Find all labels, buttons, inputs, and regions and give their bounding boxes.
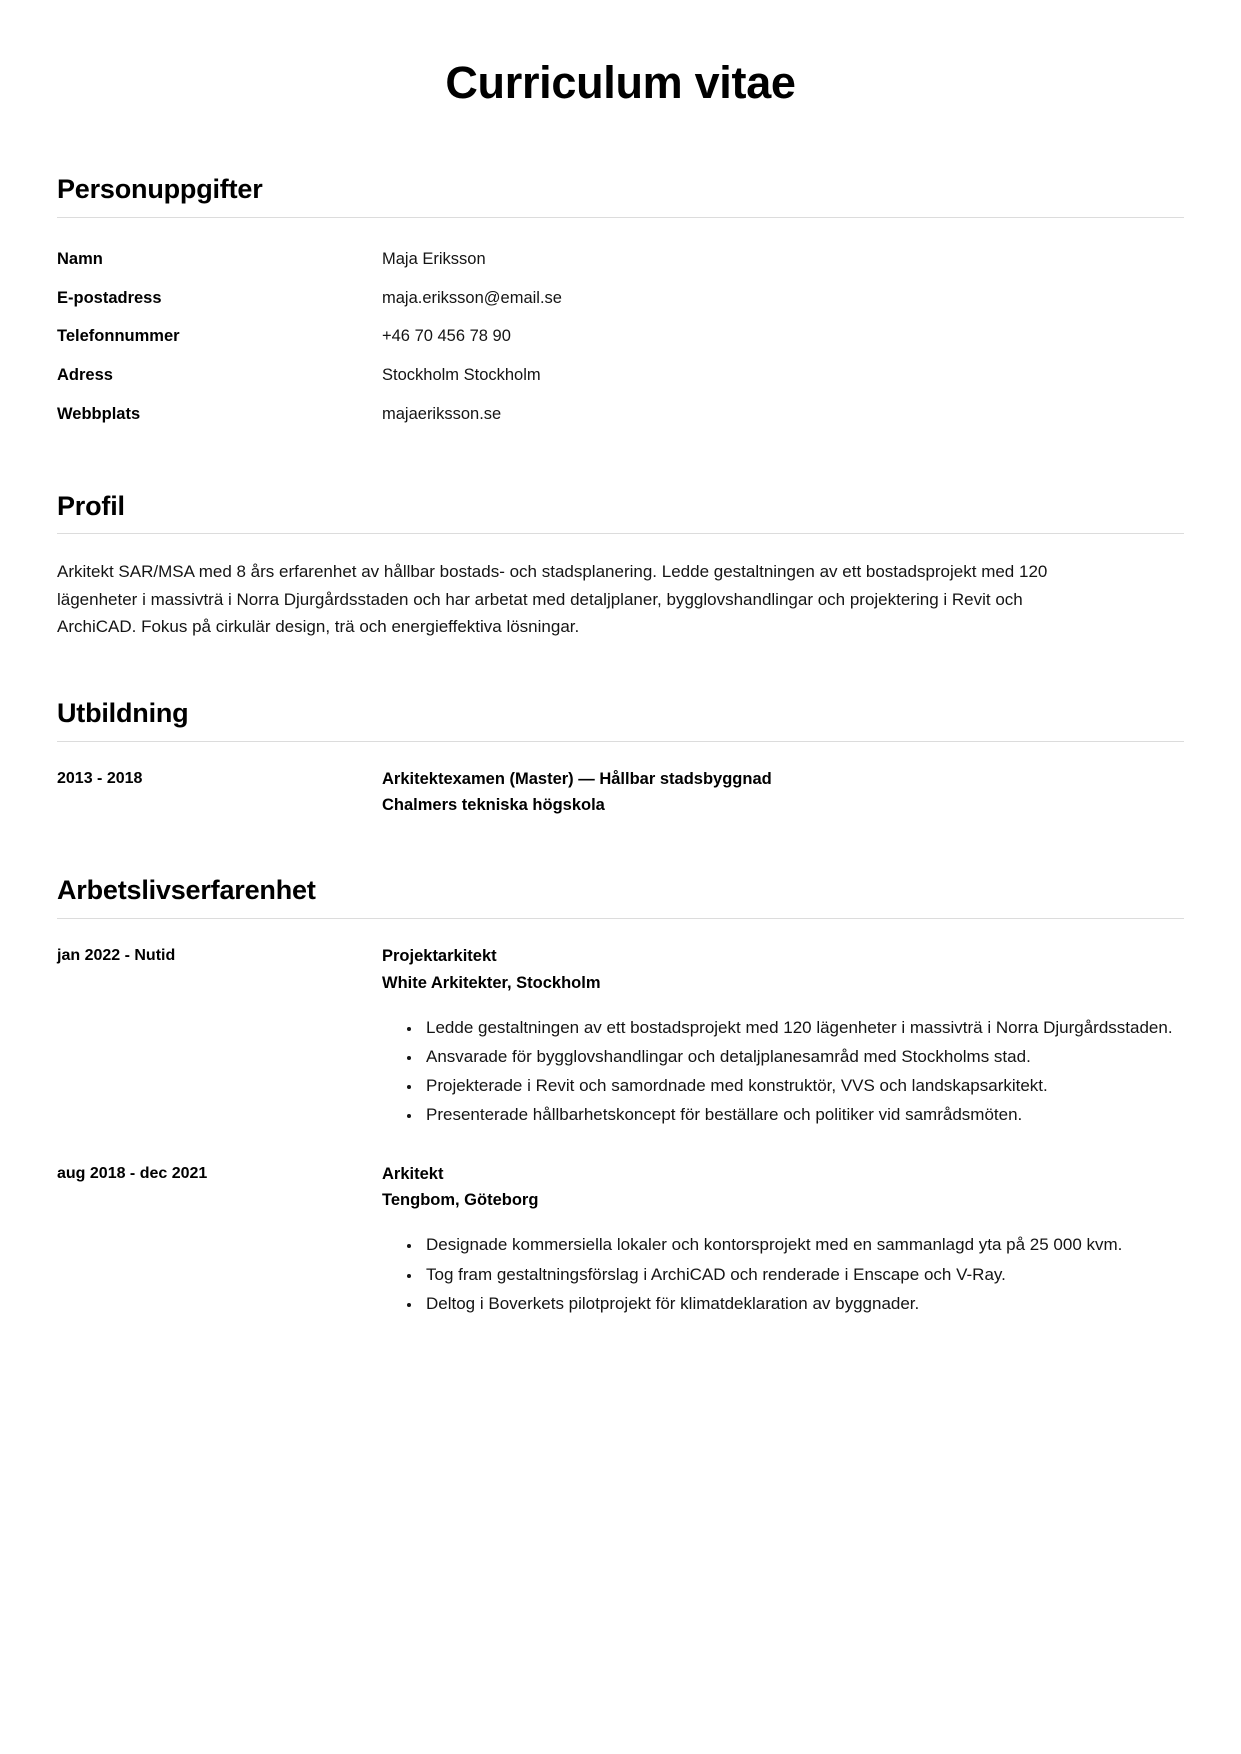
list-item: • Designade kommersiella lokaler och kontorsprojekt med en sammanlagd yta på 25 000 kvm. [422, 1231, 1184, 1258]
entry-body [382, 1161, 1184, 1319]
list-item: • Ansvarade för bygglovshandlingar och detaljplanesamråd med Stockholms stad. [422, 1043, 1184, 1070]
section-education [57, 697, 1184, 819]
detail-label: Adress [57, 366, 113, 384]
experience-entries [57, 943, 1184, 1319]
section-heading-personal-details: Personuppgifter [57, 174, 263, 204]
personal-details-list [57, 240, 1184, 434]
detail-row-telefonnummer [57, 317, 1184, 356]
detail-row-adress [57, 356, 1184, 395]
entry-body [382, 943, 1184, 1131]
detail-value: maja.eriksson@email.se [382, 288, 562, 307]
experience-entry [57, 1161, 1184, 1319]
detail-row-epostadress [57, 279, 1184, 318]
page-title: Curriculum vitae [445, 57, 796, 108]
detail-value: majaeriksson.se [382, 404, 502, 423]
entry-title: Arkitekt [382, 1164, 444, 1183]
section-heading-education: Utbildning [57, 697, 189, 728]
list-item: • Tog fram gestaltningsförslag i ArchiCAD och renderade i Enscape och V-Ray. [422, 1261, 1184, 1288]
education-entries [57, 766, 1184, 819]
list-item: • Presenterade hållbarhetskoncept för beställare och politiker vid samrådsmöten. [422, 1101, 1184, 1128]
list-item: • Ledde gestaltningen av ett bostadsprojekt med 120 lägenheter i massivträ i Norra Djurgårdsstaden. [422, 1014, 1184, 1041]
section-divider [57, 533, 1184, 534]
list-item: • Deltog i Boverkets pilotprojekt för klimatdeklaration av byggnader. [422, 1290, 1184, 1317]
section-heading-experience: Arbetslivserfarenhet [57, 875, 316, 906]
entry-period: 2013 - 2018 [57, 769, 143, 787]
experience-entry [57, 943, 1184, 1131]
entry-bullet-list [382, 1014, 1184, 1129]
entry-organisation: Chalmers tekniska högskola [382, 795, 605, 814]
section-experience [57, 874, 1184, 1319]
section-divider [57, 918, 1184, 919]
detail-label: E-postadress [57, 288, 162, 307]
detail-label: Namn [57, 249, 103, 268]
entry-period: aug 2018 - dec 2021 [57, 1164, 208, 1182]
entry-body [382, 766, 1184, 819]
detail-value: Stockholm Stockholm [382, 366, 541, 384]
entry-bullet-list [382, 1231, 1184, 1317]
detail-row-webbplats [57, 395, 1184, 434]
section-divider [57, 217, 1184, 218]
entry-title: Projektarkitekt [382, 947, 497, 966]
entry-title: Arkitektexamen (Master) — Hållbar stadsbyggnad [382, 769, 772, 788]
section-heading-profile: Profil [57, 490, 125, 521]
detail-label: Telefonnummer [57, 327, 180, 346]
entry-period: jan 2022 - Nutid [57, 947, 176, 965]
detail-value: +46 70 456 78 90 [382, 327, 511, 346]
list-item: • Projekterade i Revit och samordnade med konstruktör, VVS och landskapsarkitekt. [422, 1072, 1184, 1099]
profile-paragraph: Arkitekt SAR/MSA med 8 års erfarenhet av hållbar bostads- och stadsplanering. Ledde gestaltningen av ett bostadsprojekt med 120 lägenheter i massivträ i Norra Djurgårdsstaden och har arbetat med detaljplaner, bygglovshandlingar och projektering i Revit och ArchiCAD. Fokus på cirkulär design, trä och energieffektiva lösningar. [57, 562, 1048, 637]
entry-organisation: White Arkitekter, Stockholm [382, 973, 601, 992]
section-personal-details [57, 173, 1184, 434]
detail-value: Maja Eriksson [382, 249, 486, 268]
entry-organisation: Tengbom, Göteborg [382, 1191, 539, 1210]
section-divider [57, 741, 1184, 742]
education-entry [57, 766, 1184, 819]
detail-row-namn [57, 240, 1184, 279]
section-profile [57, 490, 1184, 641]
detail-label: Webbplats [57, 404, 141, 423]
